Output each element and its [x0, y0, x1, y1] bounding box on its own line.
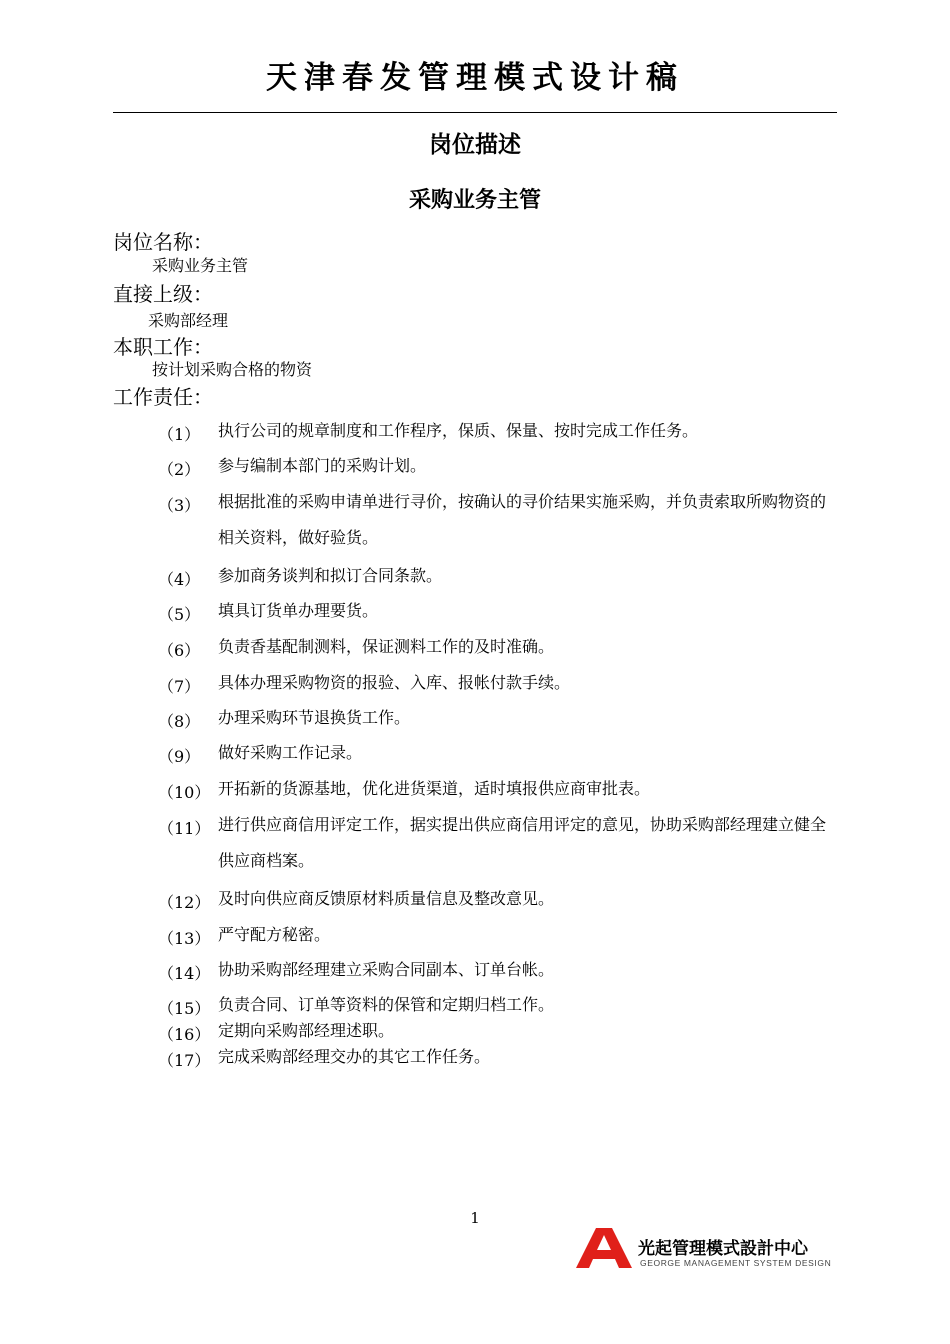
- duty-text: 负责合同、订单等资料的保管和定期归档工作。: [218, 995, 555, 1014]
- responsibilities-label: 工作责任：: [113, 385, 213, 409]
- supervisor-value: 采购部经理: [148, 311, 229, 330]
- duty-text: 执行公司的规章制度和工作程序，保质、保量、按时完成工作任务。: [218, 421, 699, 440]
- duty-text: 参与编制本部门的采购计划。: [218, 456, 427, 475]
- section-title: 岗位描述: [429, 132, 521, 158]
- duty-number: （17）: [158, 1051, 211, 1070]
- document-title: 天津春发管理模式设计稿: [266, 60, 684, 96]
- duty-text: 办理采购环节退换货工作。: [218, 708, 411, 727]
- duty-text: 填具订货单办理要货。: [218, 601, 379, 620]
- duty-number: （14）: [158, 964, 211, 983]
- duty-text: 负责香基配制测料，保证测料工作的及时准确。: [218, 637, 555, 656]
- duty-text: 完成采购部经理交办的其它工作任务。: [218, 1047, 491, 1066]
- duty-number: （5）: [158, 605, 201, 624]
- duty-number: （16）: [158, 1025, 211, 1044]
- duty-text: 参加商务谈判和拟订合同条款。: [218, 566, 443, 585]
- duty-number: （4）: [158, 570, 201, 589]
- duty-text: 定期向采购部经理述职。: [218, 1021, 395, 1040]
- duty-number: （7）: [158, 677, 201, 696]
- position-name-value: 采购业务主管: [152, 256, 249, 275]
- company-logo: [574, 1226, 844, 1274]
- main-work-label: 本职工作：: [113, 335, 213, 359]
- duty-text: 开拓新的货源基地，优化进货渠道，适时填报供应商审批表。: [218, 779, 651, 798]
- duty-number: （2）: [158, 460, 201, 479]
- duty-number: （15）: [158, 999, 211, 1018]
- main-work-value: 按计划采购合格的物资: [152, 360, 313, 379]
- duty-text: 具体办理采购物资的报验、入库、报帐付款手续。: [218, 673, 571, 692]
- duty-text: 做好采购工作记录。: [218, 743, 363, 762]
- duty-number: （10）: [158, 783, 211, 802]
- page-number: 1: [470, 1209, 480, 1227]
- duty-text: 严守配方秘密。: [218, 925, 331, 944]
- duty-number: （13）: [158, 929, 211, 948]
- duty-number: （11）: [158, 819, 211, 838]
- logo-a-icon: [574, 1226, 634, 1270]
- position-name-label: 岗位名称：: [113, 230, 213, 254]
- duty-number: （1）: [158, 425, 201, 444]
- job-title: 采购业务主管: [408, 188, 541, 213]
- supervisor-label: 直接上级：: [113, 282, 213, 306]
- logo-name-cn: 光起管理模式設計中心: [638, 1239, 808, 1259]
- duty-number: （12）: [158, 893, 211, 912]
- duty-text: 进行供应商信用评定工作，据实提出供应商信用评定的意见，协助采购部经理建立健全供应商档案。: [218, 815, 827, 870]
- duty-number: （9）: [158, 747, 201, 766]
- duty-text: 根据批准的采购申请单进行寻价，按确认的寻价结果实施采购，并负责索取所购物资的相关资料，做好验货。: [218, 492, 827, 547]
- duty-number: （6）: [158, 641, 201, 660]
- logo-name-en: GEORGE MANAGEMENT SYSTEM DESIGN: [640, 1258, 832, 1268]
- duty-number: （3）: [158, 496, 201, 515]
- duty-number: （8）: [158, 712, 201, 731]
- duty-text: 协助采购部经理建立采购合同副本、订单台帐。: [218, 960, 555, 979]
- duty-text: 及时向供应商反馈原材料质量信息及整改意见。: [218, 889, 555, 908]
